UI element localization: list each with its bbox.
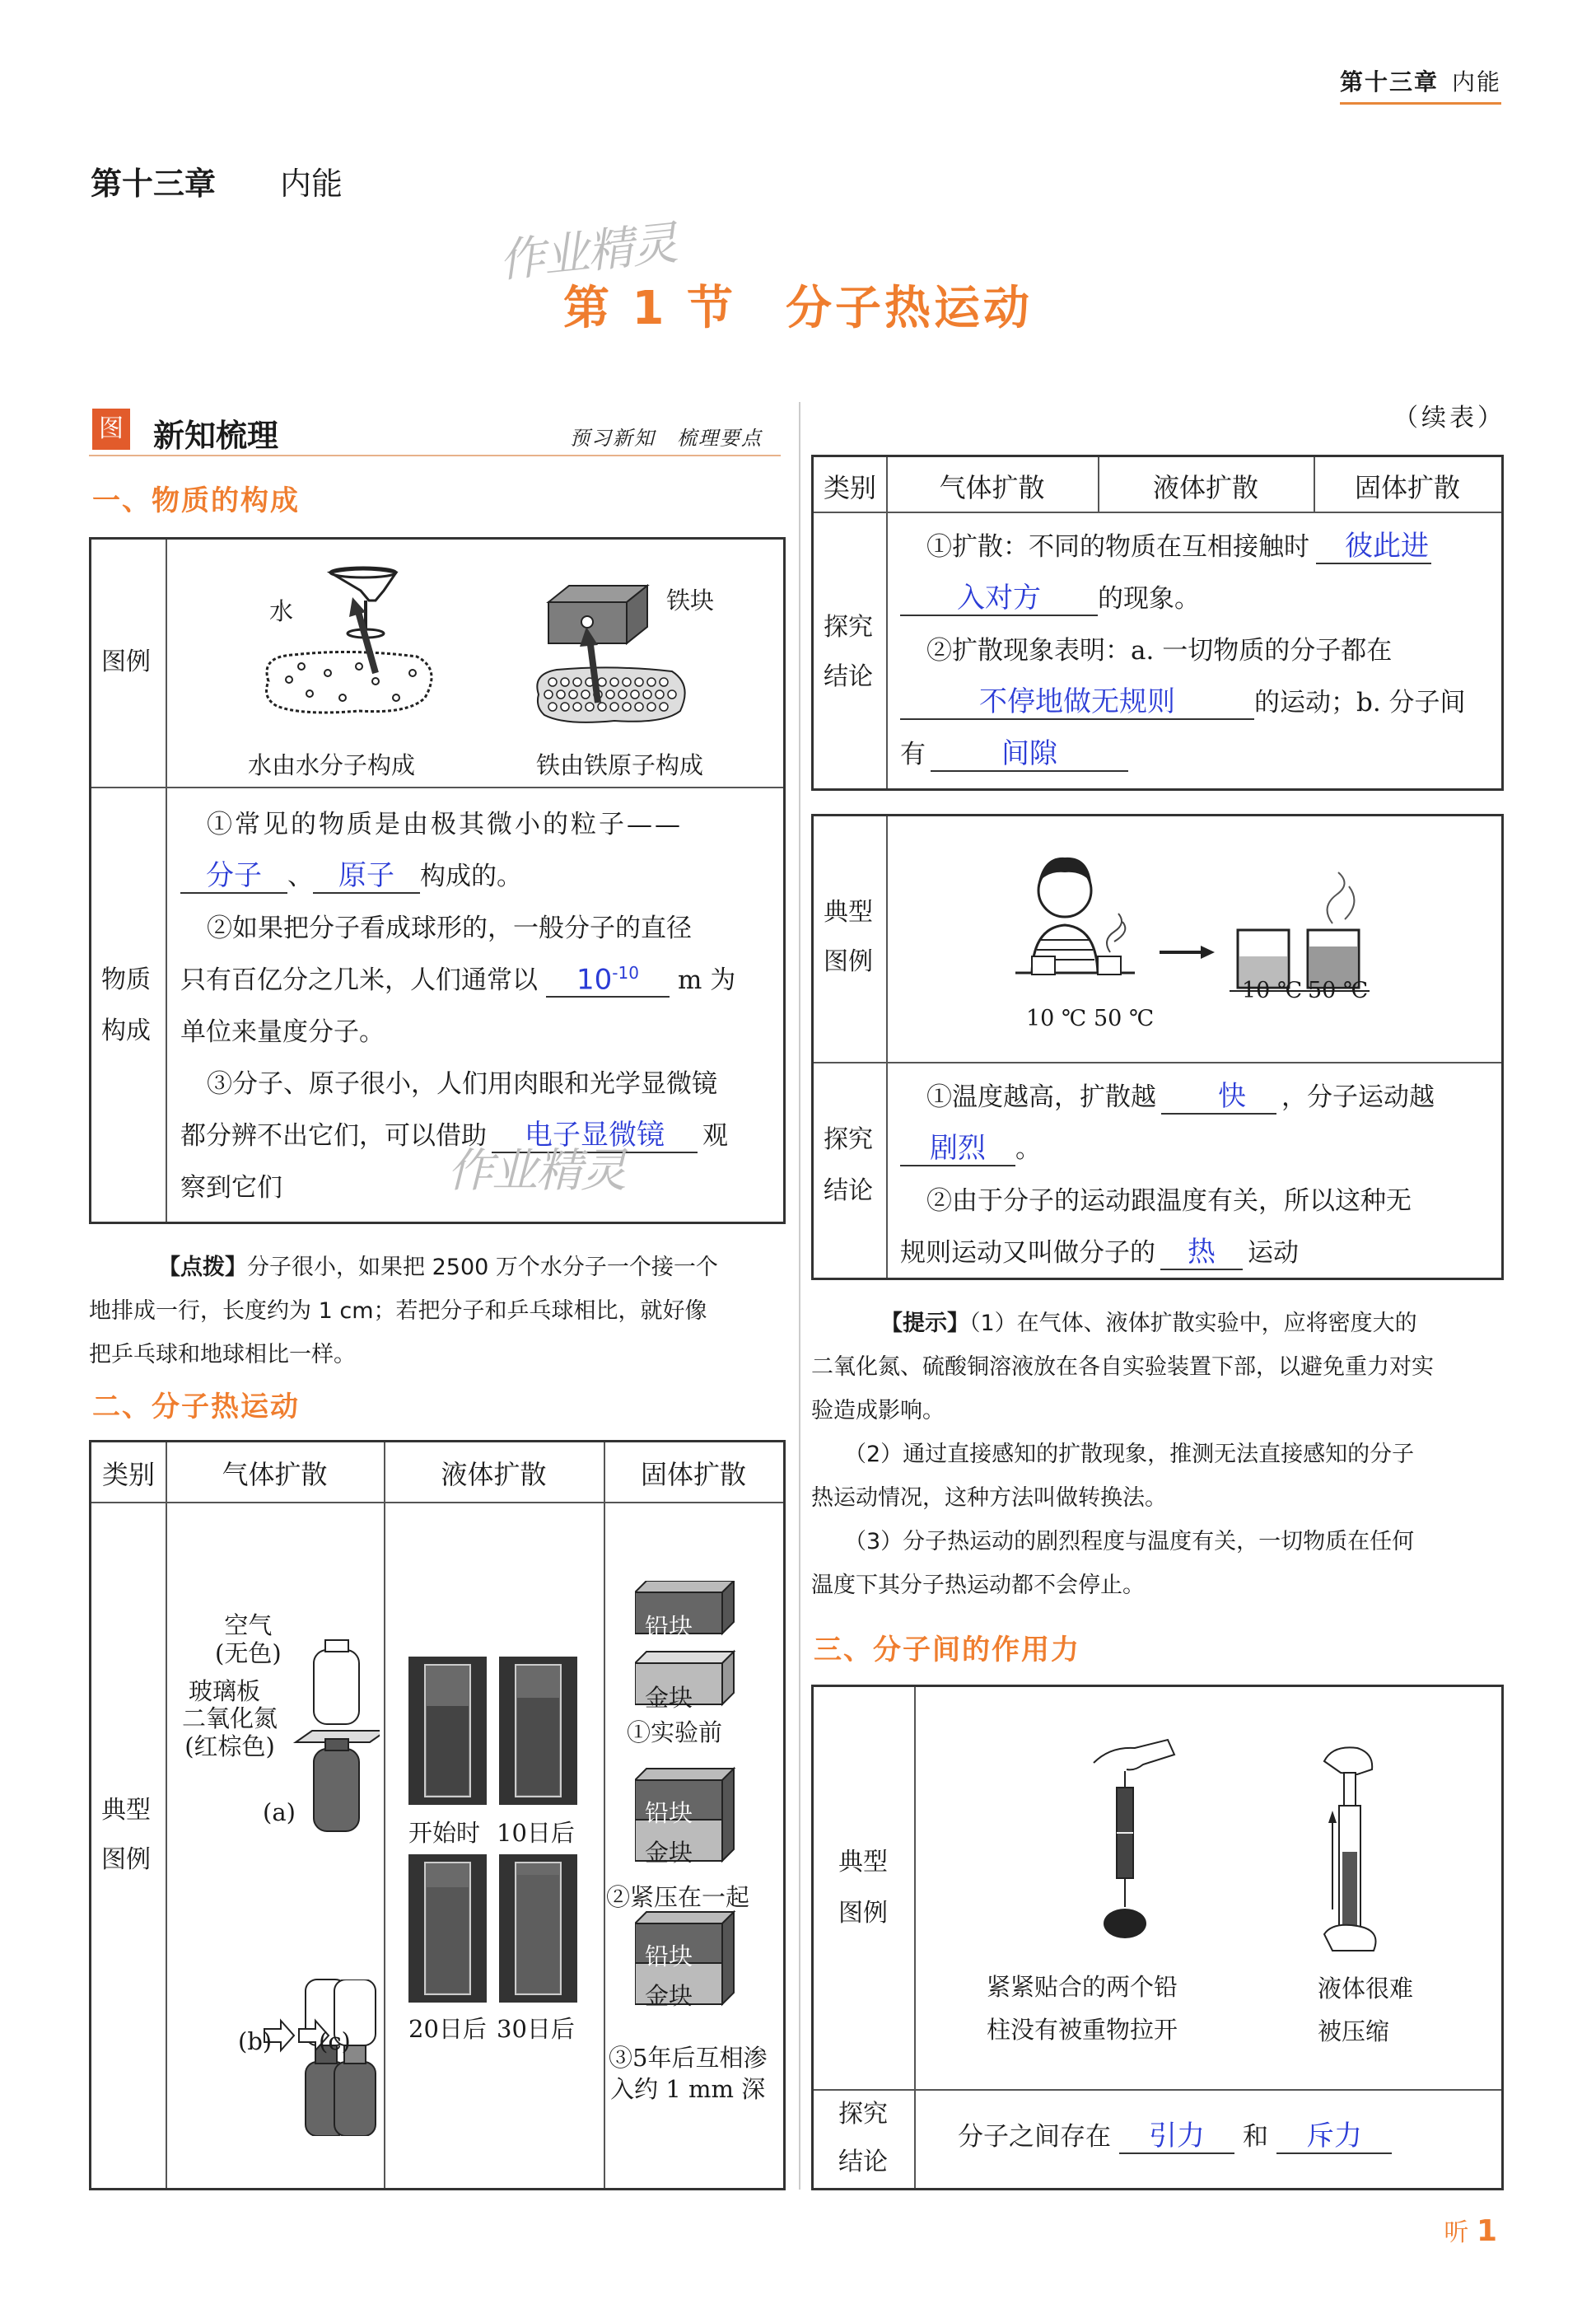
c2-b: 的运动；b. 分子间 (1254, 688, 1466, 717)
temp-50-right: 50 ℃ (1308, 978, 1369, 1003)
gas-no2-note: (红棕色) (184, 1732, 275, 1760)
row-label-b: 图例 (824, 947, 873, 976)
answer-microscope: 电子显微镜 (492, 1119, 698, 1153)
temp-50-left: 50 ℃ (1094, 1006, 1155, 1031)
t1-b: ，分子运动越 (1281, 1082, 1435, 1112)
col-gas: 气体扩散 (222, 1459, 328, 1490)
header-chapter: 第十三章 (1339, 68, 1439, 96)
solid-step-3 (609, 2042, 767, 2105)
c2-line-2 (900, 677, 1489, 729)
row-label-c: 探究 (824, 1125, 873, 1154)
row-label-c: 探究 (838, 2100, 888, 2129)
tip-2-tag: 【提示】 (880, 1311, 969, 1336)
force-text-and: 和 (1243, 2122, 1268, 2152)
solid-step-2: ②紧压在一起 (606, 1883, 750, 1911)
page-number (1444, 2212, 1497, 2248)
divider (91, 1502, 783, 1503)
answer-random: 不停地做无规则 (900, 685, 1254, 720)
syringe-caption-a: 液体很难 (1318, 1975, 1414, 2003)
divider (886, 816, 888, 1278)
para-2a: ②如果把分子看成球形的，一般分子的直径 (207, 914, 692, 943)
t1-line-2 (900, 1124, 1489, 1176)
c2-a: ②扩散现象表明：a. 一切物质的分子都在 (926, 636, 1393, 666)
solid-step-1: ①实验前 (627, 1718, 723, 1746)
page-number-value: 1 (1476, 2214, 1497, 2248)
fig-iron-label: 铁块 (666, 587, 715, 615)
para-1b-text: 构成的。 (420, 862, 522, 891)
section-title: 第 1 节 分子热运动 (563, 282, 1033, 335)
row-label-b: 结论 (824, 662, 873, 691)
solid-gold-1: 金块 (645, 1684, 693, 1712)
gas-air-note: (无色) (215, 1639, 282, 1667)
tip-2 (811, 1302, 1499, 1607)
tip-1-line-2: 地排成一行，长度约为 1 cm；若把分子和乒乓球相比，就好像 (89, 1298, 707, 1324)
solid-lead-3: 铅块 (645, 1942, 693, 1970)
liquid-t1: 开始时 (408, 1819, 481, 1847)
force-conclusion (958, 2111, 1493, 2163)
answer-heat: 热 (1160, 1236, 1243, 1270)
para-3c-text: 观 (702, 1121, 728, 1151)
banner-title: 新知梳理 (153, 418, 279, 454)
part2-heading: 二、分子热运动 (92, 1391, 300, 1423)
gas-diffusion-figure-c (297, 1979, 388, 2136)
tip-2-line-7: 温度下其分子热运动都不会停止。 (811, 1573, 1145, 1598)
para-1b (180, 851, 769, 903)
temp-10-left: 10 ℃ (1026, 1006, 1087, 1031)
c1-b: 的现象。 (1098, 584, 1200, 614)
para-2b-text: 只有百亿分之几米，人们通常以 (180, 965, 538, 995)
solid-gold-2: 金块 (645, 1839, 693, 1867)
divider (604, 1442, 605, 2188)
divider (166, 540, 167, 1222)
tip-2-line-5: 热运动情况，这种方法叫做转换法。 (811, 1485, 1167, 1511)
answer-atom: 原子 (313, 859, 420, 894)
syringe-figure (1308, 1745, 1398, 1967)
solid-lead-1: 铅块 (645, 1613, 693, 1641)
gas-air-label (215, 1611, 282, 1667)
t2-b: 规则运动又叫做分子的 (900, 1238, 1155, 1268)
para-3a: ③分子、原子很小，人们用肉眼和光学显微镜 (207, 1069, 717, 1099)
liquid-t2: 10日后 (497, 1819, 575, 1847)
gas-no2-label (182, 1704, 278, 1760)
syringe-caption-b: 被压缩 (1318, 2017, 1390, 2045)
diffusion-conclusion-text (900, 521, 1489, 781)
solid-step-3b: 入约 1 mm 深 (610, 2075, 766, 2103)
row-label-a: 探究 (824, 613, 873, 642)
para-2b (180, 955, 769, 1007)
knowledge-banner (89, 405, 781, 456)
t1-line (900, 1072, 1489, 1124)
col-solid: 固体扩散 (1354, 472, 1460, 503)
tip-2-line-2: 二氧化氮、硫酸铜溶液放在各自实验装置下部，以避免重力对实 (811, 1354, 1434, 1380)
header-chapter-name: 内能 (1451, 68, 1501, 96)
liquid-t4: 30日后 (497, 2015, 575, 2043)
c1-a: ①扩散：不同的物质在互相接触时 (926, 532, 1309, 562)
force-text-a: 分子之间存在 (958, 2122, 1111, 2152)
answer-molecule: 分子 (180, 859, 287, 894)
row-label-b: 图例 (101, 1845, 151, 1874)
fig-water-label: 水 (269, 597, 294, 625)
solid-gold-3: 金块 (645, 1982, 693, 2010)
row-label-d: 结论 (824, 1176, 873, 1205)
answer-attract: 引力 (1119, 2120, 1234, 2154)
t1-a: ①温度越高，扩散越 (926, 1082, 1156, 1112)
para-1a: ①常见的物质是由极其微小的粒子—— (207, 810, 683, 839)
row-label-a: 典型 (101, 1796, 151, 1825)
col-category: 类别 (101, 1459, 155, 1490)
tip-1 (89, 1246, 781, 1377)
col-gas: 气体扩散 (939, 472, 1045, 503)
fig-iron-caption: 铁由铁原子构成 (536, 751, 704, 779)
t2-c: 运动 (1248, 1238, 1299, 1268)
divider (886, 457, 888, 788)
col-category: 类别 (823, 472, 876, 503)
banner-subtitle: 预习新知 梳理要点 (570, 427, 763, 450)
column-divider (799, 402, 800, 2190)
gas-no2: 二氧化氮 (182, 1704, 278, 1732)
answer-unit-exp: -10 (612, 962, 639, 983)
tip-2-line-1 (811, 1302, 1499, 1345)
temp-10-right: 10 ℃ (1242, 978, 1303, 1003)
temperature-conclusion-text (900, 1072, 1489, 1279)
watermark: 作业精灵 (447, 1144, 625, 1198)
c2-c: 有 (900, 740, 926, 769)
divider (91, 787, 783, 788)
col-liquid: 液体扩散 (1152, 472, 1258, 503)
temperature-table (811, 814, 1504, 1280)
water-molecule-figure (252, 558, 441, 747)
banner-icon: 图 (92, 409, 130, 450)
t2-a: ②由于分子的运动跟温度有关，所以这种无 (926, 1186, 1412, 1216)
tip-2-line-3: 验造成影响。 (811, 1398, 945, 1423)
t2-line-2 (900, 1227, 1489, 1279)
chapter-title (91, 158, 343, 203)
solid-lead-2: 铅块 (645, 1799, 693, 1827)
running-header (1340, 64, 1501, 105)
syringe-caption (1318, 1967, 1413, 2053)
tip-2-text: （1）在气体、液体扩散实验中，应将密度大的 (969, 1311, 1417, 1336)
lead-caption (987, 1965, 1178, 2051)
row-label-a: 典型 (838, 1848, 888, 1877)
answer-gap: 间隙 (931, 737, 1128, 772)
row-label-b: 图例 (838, 1899, 888, 1928)
row-label-figure: 图例 (101, 647, 151, 676)
para-3d: 察到它们 (180, 1173, 282, 1203)
gas-label-c: (c) (319, 2027, 351, 2055)
structure-table (89, 537, 786, 1224)
divider (814, 512, 1501, 513)
listen-label: 听 (1444, 2218, 1469, 2247)
gas-label-b: (b) (238, 2027, 273, 2055)
lead-caption-b: 柱没有被重物拉开 (987, 2016, 1178, 2044)
chapter-number: 第十三章 (91, 166, 217, 202)
row-label-a: 物质 (101, 965, 151, 994)
tip-2-line-4: （2）通过直接感知的扩散现象，推测无法直接感知的分子 (844, 1442, 1415, 1467)
fig-water-caption: 水由水分子构成 (248, 751, 416, 779)
answer-repel: 斥力 (1276, 2120, 1392, 2154)
answer-unit (546, 956, 670, 998)
continued-label: （续表） (1393, 404, 1505, 432)
divider (166, 1442, 167, 2188)
tip-1-text: 分子很小，如果把 2500 万个水分子一个接一个 (247, 1255, 718, 1280)
answer-fast: 快 (1161, 1080, 1276, 1115)
gas-glass-label: 玻璃板 (189, 1677, 261, 1705)
t1-c: 。 (1015, 1134, 1041, 1164)
chapter-name: 内能 (280, 166, 343, 202)
part1-heading: 一、物质的构成 (92, 484, 300, 517)
c1-line (900, 521, 1489, 573)
part3-heading: 三、分子间的作用力 (814, 1634, 1080, 1666)
divider (814, 1062, 1501, 1063)
lead-caption-a: 紧紧贴合的两个铅 (987, 1973, 1178, 2001)
solid-step-3a: ③5年后互相渗 (609, 2044, 768, 2072)
diffusion-conclusion-table (811, 455, 1504, 791)
molecular-force-table (811, 1685, 1504, 2190)
watermark: 作业精灵 (496, 216, 679, 289)
row-label-d: 结论 (838, 2148, 888, 2176)
col-solid: 固体扩散 (640, 1459, 746, 1490)
tip-1-line-1 (89, 1246, 781, 1289)
tip-2-line-6: （3）分子热运动的剧烈程度与温度有关，一切物质在任何 (844, 1529, 1415, 1554)
lead-cylinder-figure (1077, 1738, 1184, 1952)
separator: 、 (287, 862, 313, 891)
para-3b-text: 都分辨不出它们，可以借助 (180, 1121, 487, 1151)
tip-1-tag: 【点拨】 (158, 1255, 247, 1280)
para-2d: 单位来量度分子。 (180, 1017, 385, 1047)
c2-line-3 (900, 729, 1489, 781)
answer-unit-base: 10 (576, 963, 613, 996)
diffusion-table (89, 1440, 786, 2190)
liquid-t3: 20日后 (408, 2015, 487, 2043)
row-label-b: 构成 (101, 1017, 151, 1045)
gas-label-a: (a) (263, 1798, 296, 1826)
tip-1-line-3: 把乒乓球和地球相比一样。 (89, 1342, 356, 1367)
answer-violent: 剧烈 (900, 1132, 1015, 1166)
col-liquid: 液体扩散 (441, 1459, 547, 1490)
c1-line-2 (900, 573, 1489, 625)
answer-each-2: 入对方 (900, 582, 1098, 616)
answer-each: 彼此进 (1316, 530, 1431, 564)
row-label-a: 典型 (824, 898, 873, 927)
divider (814, 2089, 1501, 2091)
gas-air: 空气 (224, 1611, 273, 1639)
divider (914, 1687, 916, 2188)
para-2c-text: m 为 (678, 965, 736, 995)
